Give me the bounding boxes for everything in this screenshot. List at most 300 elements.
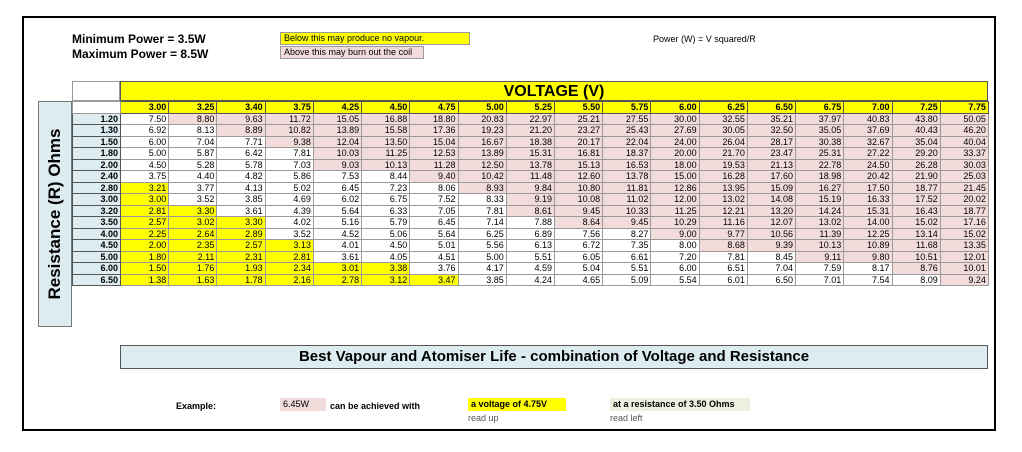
power-cell: 21.45 bbox=[940, 182, 988, 194]
power-cell: 6.45 bbox=[313, 182, 361, 194]
table-row bbox=[73, 171, 989, 183]
power-cell: 2.25 bbox=[121, 228, 169, 240]
power-cell: 9.24 bbox=[940, 274, 988, 286]
power-cell: 32.67 bbox=[844, 136, 892, 148]
voltage-header-cell: 5.00 bbox=[458, 102, 506, 114]
power-cell: 9.63 bbox=[217, 113, 265, 125]
power-cell: 16.43 bbox=[892, 205, 940, 217]
power-cell: 3.61 bbox=[217, 205, 265, 217]
power-cell: 19.23 bbox=[458, 125, 506, 137]
voltage-header-cell: 4.50 bbox=[362, 102, 410, 114]
power-cell: 4.69 bbox=[265, 194, 313, 206]
table-row bbox=[73, 274, 989, 286]
power-cell: 2.57 bbox=[217, 240, 265, 252]
max-power-label: Maximum Power = 8.5W bbox=[72, 47, 209, 61]
power-cell: 10.82 bbox=[265, 125, 313, 137]
power-cell: 15.31 bbox=[844, 205, 892, 217]
power-cell: 7.71 bbox=[217, 136, 265, 148]
power-cell: 3.30 bbox=[217, 217, 265, 229]
power-cell: 8.27 bbox=[603, 228, 651, 240]
power-cell: 27.69 bbox=[651, 125, 699, 137]
power-cell: 7.59 bbox=[796, 263, 844, 275]
power-cell: 8.61 bbox=[506, 205, 554, 217]
power-cell: 17.52 bbox=[892, 194, 940, 206]
power-cell: 10.51 bbox=[892, 251, 940, 263]
power-cell: 11.25 bbox=[651, 205, 699, 217]
resistance-title-box bbox=[38, 101, 72, 327]
power-cell: 1.50 bbox=[121, 263, 169, 275]
power-cell: 12.53 bbox=[410, 148, 458, 160]
power-cell: 6.75 bbox=[362, 194, 410, 206]
voltage-header-cell: 5.75 bbox=[603, 102, 651, 114]
power-cell: 46.20 bbox=[940, 125, 988, 137]
power-cell: 15.00 bbox=[651, 171, 699, 183]
power-cell: 9.40 bbox=[410, 171, 458, 183]
power-cell: 1.38 bbox=[121, 274, 169, 286]
power-cell: 35.04 bbox=[892, 136, 940, 148]
power-cell: 8.00 bbox=[651, 240, 699, 252]
power-cell: 7.81 bbox=[265, 148, 313, 160]
power-cell: 16.67 bbox=[458, 136, 506, 148]
power-cell: 7.14 bbox=[458, 217, 506, 229]
power-cell: 5.04 bbox=[554, 263, 602, 275]
power-cell: 27.55 bbox=[603, 113, 651, 125]
power-cell: 11.25 bbox=[362, 148, 410, 160]
power-cell: 14.00 bbox=[844, 217, 892, 229]
power-cell: 5.54 bbox=[651, 274, 699, 286]
table-row bbox=[73, 113, 989, 125]
power-cell: 5.06 bbox=[362, 228, 410, 240]
power-cell: 8.89 bbox=[217, 125, 265, 137]
power-cell: 3.01 bbox=[313, 263, 361, 275]
resistance-header-cell: 2.00 bbox=[73, 159, 121, 171]
power-cell: 50.05 bbox=[940, 113, 988, 125]
power-cell: 3.77 bbox=[169, 182, 217, 194]
power-cell: 15.19 bbox=[796, 194, 844, 206]
power-cell: 13.20 bbox=[747, 205, 795, 217]
voltage-header-cell: 5.50 bbox=[554, 102, 602, 114]
power-cell: 15.05 bbox=[313, 113, 361, 125]
power-cell: 1.80 bbox=[121, 251, 169, 263]
power-cell: 9.84 bbox=[506, 182, 554, 194]
power-cell: 11.81 bbox=[603, 182, 651, 194]
power-cell: 2.64 bbox=[169, 228, 217, 240]
power-cell: 3.47 bbox=[410, 274, 458, 286]
power-cell: 3.52 bbox=[169, 194, 217, 206]
power-cell: 7.04 bbox=[747, 263, 795, 275]
power-cell: 9.19 bbox=[506, 194, 554, 206]
power-cell: 19.53 bbox=[699, 159, 747, 171]
power-cell: 10.13 bbox=[796, 240, 844, 252]
power-cell: 6.25 bbox=[458, 228, 506, 240]
resistance-title: Resistance (R) Ohms bbox=[45, 128, 64, 300]
power-cell: 27.22 bbox=[844, 148, 892, 160]
power-cell: 25.43 bbox=[603, 125, 651, 137]
power-cell: 28.17 bbox=[747, 136, 795, 148]
power-cell: 18.80 bbox=[410, 113, 458, 125]
power-cell: 10.03 bbox=[313, 148, 361, 160]
power-cell: 32.50 bbox=[747, 125, 795, 137]
power-cell: 5.56 bbox=[458, 240, 506, 252]
power-cell: 6.33 bbox=[362, 205, 410, 217]
spreadsheet-frame bbox=[22, 16, 996, 431]
power-cell: 9.11 bbox=[796, 251, 844, 263]
power-cell: 2.89 bbox=[217, 228, 265, 240]
power-cell: 20.00 bbox=[651, 148, 699, 160]
power-cell: 6.92 bbox=[121, 125, 169, 137]
min-power-label: Minimum Power = 3.5W bbox=[72, 32, 206, 46]
legend-above-max: Above this may burn out the coil bbox=[280, 46, 424, 59]
power-cell: 18.98 bbox=[796, 171, 844, 183]
example-voltage: a voltage of 4.75V bbox=[468, 398, 566, 411]
power-cell: 6.61 bbox=[603, 251, 651, 263]
resistance-header-cell: 3.20 bbox=[73, 205, 121, 217]
power-cell: 4.17 bbox=[458, 263, 506, 275]
power-cell: 20.02 bbox=[940, 194, 988, 206]
power-cell: 9.80 bbox=[844, 251, 892, 263]
voltage-header-cell: 3.25 bbox=[169, 102, 217, 114]
power-cell: 1.93 bbox=[217, 263, 265, 275]
power-cell: 4.05 bbox=[362, 251, 410, 263]
voltage-header-cell: 3.40 bbox=[217, 102, 265, 114]
power-cell: 10.80 bbox=[554, 182, 602, 194]
power-cell: 5.00 bbox=[121, 148, 169, 160]
power-cell: 4.24 bbox=[506, 274, 554, 286]
resistance-header-cell: 1.50 bbox=[73, 136, 121, 148]
power-cell: 18.77 bbox=[940, 205, 988, 217]
power-cell: 20.17 bbox=[554, 136, 602, 148]
power-cell: 26.04 bbox=[699, 136, 747, 148]
power-cell: 7.52 bbox=[410, 194, 458, 206]
power-cell: 8.06 bbox=[410, 182, 458, 194]
power-cell: 7.56 bbox=[554, 228, 602, 240]
power-cell: 5.51 bbox=[603, 263, 651, 275]
power-cell: 18.77 bbox=[892, 182, 940, 194]
power-cell: 37.97 bbox=[796, 113, 844, 125]
power-cell: 12.86 bbox=[651, 182, 699, 194]
power-cell: 8.68 bbox=[699, 240, 747, 252]
power-cell: 5.28 bbox=[169, 159, 217, 171]
power-cell: 8.80 bbox=[169, 113, 217, 125]
power-cell: 4.02 bbox=[265, 217, 313, 229]
power-cell: 3.30 bbox=[169, 205, 217, 217]
power-cell: 14.08 bbox=[747, 194, 795, 206]
power-cell: 23.27 bbox=[554, 125, 602, 137]
power-cell: 12.21 bbox=[699, 205, 747, 217]
power-cell: 4.52 bbox=[313, 228, 361, 240]
voltage-title: VOLTAGE (V) bbox=[120, 81, 988, 101]
power-cell: 16.81 bbox=[554, 148, 602, 160]
resistance-header-cell: 2.40 bbox=[73, 171, 121, 183]
table-corner bbox=[72, 81, 120, 101]
power-cell: 2.81 bbox=[121, 205, 169, 217]
example-achieved-text: can be achieved with bbox=[330, 401, 421, 411]
power-cell: 30.00 bbox=[651, 113, 699, 125]
power-cell: 4.01 bbox=[313, 240, 361, 252]
power-cell: 5.64 bbox=[313, 205, 361, 217]
table-row bbox=[73, 205, 989, 217]
power-cell: 13.02 bbox=[796, 217, 844, 229]
power-cell: 3.52 bbox=[265, 228, 313, 240]
power-cell: 10.42 bbox=[458, 171, 506, 183]
voltage-header-row bbox=[73, 102, 989, 114]
power-cell: 4.65 bbox=[554, 274, 602, 286]
power-cell: 10.56 bbox=[747, 228, 795, 240]
table-row bbox=[73, 148, 989, 160]
resistance-header-cell: 1.30 bbox=[73, 125, 121, 137]
power-cell: 12.50 bbox=[458, 159, 506, 171]
power-cell: 2.78 bbox=[313, 274, 361, 286]
resistance-header-cell: 1.80 bbox=[73, 148, 121, 160]
power-cell: 6.00 bbox=[651, 263, 699, 275]
power-cell: 18.37 bbox=[603, 148, 651, 160]
power-cell: 10.33 bbox=[603, 205, 651, 217]
power-cell: 13.50 bbox=[362, 136, 410, 148]
power-cell: 7.20 bbox=[651, 251, 699, 263]
voltage-header-cell: 3.00 bbox=[121, 102, 169, 114]
voltage-header-cell: 6.75 bbox=[796, 102, 844, 114]
power-cell: 15.09 bbox=[747, 182, 795, 194]
power-cell: 9.00 bbox=[651, 228, 699, 240]
power-cell: 8.64 bbox=[554, 217, 602, 229]
power-cell: 4.50 bbox=[362, 240, 410, 252]
power-cell: 9.45 bbox=[603, 217, 651, 229]
table-row bbox=[73, 125, 989, 137]
power-cell: 8.09 bbox=[892, 274, 940, 286]
power-cell: 11.48 bbox=[506, 171, 554, 183]
power-cell: 22.04 bbox=[603, 136, 651, 148]
voltage-header-cell: 4.75 bbox=[410, 102, 458, 114]
power-cell: 4.51 bbox=[410, 251, 458, 263]
power-cell: 18.00 bbox=[651, 159, 699, 171]
resistance-header-cell: 6.00 bbox=[73, 263, 121, 275]
power-cell: 37.69 bbox=[844, 125, 892, 137]
power-cell: 3.02 bbox=[169, 217, 217, 229]
power-cell: 7.01 bbox=[796, 274, 844, 286]
power-cell: 12.00 bbox=[651, 194, 699, 206]
power-cell: 2.35 bbox=[169, 240, 217, 252]
power-cell: 21.90 bbox=[892, 171, 940, 183]
power-cell: 11.28 bbox=[410, 159, 458, 171]
power-cell: 6.45 bbox=[410, 217, 458, 229]
power-cell: 7.81 bbox=[699, 251, 747, 263]
example-read-left: read left bbox=[610, 413, 643, 423]
power-cell: 12.04 bbox=[313, 136, 361, 148]
power-cell: 13.02 bbox=[699, 194, 747, 206]
power-cell: 17.16 bbox=[940, 217, 988, 229]
power-cell: 12.25 bbox=[844, 228, 892, 240]
power-cell: 22.78 bbox=[796, 159, 844, 171]
resistance-header-cell: 2.80 bbox=[73, 182, 121, 194]
power-cell: 2.11 bbox=[169, 251, 217, 263]
resistance-header-cell: 5.00 bbox=[73, 251, 121, 263]
power-cell: 15.02 bbox=[940, 228, 988, 240]
power-cell: 3.21 bbox=[121, 182, 169, 194]
power-cell: 13.78 bbox=[506, 159, 554, 171]
power-cell: 2.31 bbox=[217, 251, 265, 263]
power-cell: 35.21 bbox=[747, 113, 795, 125]
table-row bbox=[73, 251, 989, 263]
power-cell: 6.01 bbox=[699, 274, 747, 286]
table-row bbox=[73, 217, 989, 229]
power-cell: 5.01 bbox=[410, 240, 458, 252]
power-cell: 7.53 bbox=[313, 171, 361, 183]
power-cell: 12.07 bbox=[747, 217, 795, 229]
table-row bbox=[73, 136, 989, 148]
power-cell: 5.02 bbox=[265, 182, 313, 194]
example-power: 6.45W bbox=[280, 398, 326, 411]
power-cell: 2.81 bbox=[265, 251, 313, 263]
power-cell: 2.16 bbox=[265, 274, 313, 286]
power-cell: 12.60 bbox=[554, 171, 602, 183]
power-cell: 3.75 bbox=[121, 171, 169, 183]
power-cell: 1.63 bbox=[169, 274, 217, 286]
voltage-header-cell: 7.25 bbox=[892, 102, 940, 114]
power-cell: 13.89 bbox=[313, 125, 361, 137]
power-cell: 17.36 bbox=[410, 125, 458, 137]
power-cell: 16.53 bbox=[603, 159, 651, 171]
power-cell: 7.23 bbox=[362, 182, 410, 194]
power-cell: 6.02 bbox=[313, 194, 361, 206]
power-cell: 10.08 bbox=[554, 194, 602, 206]
power-cell: 3.61 bbox=[313, 251, 361, 263]
power-cell: 15.04 bbox=[410, 136, 458, 148]
power-cell: 23.47 bbox=[747, 148, 795, 160]
example-resistance: at a resistance of 3.50 Ohms bbox=[610, 398, 750, 411]
power-cell: 5.78 bbox=[217, 159, 265, 171]
power-cell: 8.17 bbox=[844, 263, 892, 275]
power-cell: 6.42 bbox=[217, 148, 265, 160]
power-cell: 16.33 bbox=[844, 194, 892, 206]
power-cell: 3.12 bbox=[362, 274, 410, 286]
power-cell: 17.60 bbox=[747, 171, 795, 183]
power-cell: 13.89 bbox=[458, 148, 506, 160]
power-cell: 8.93 bbox=[458, 182, 506, 194]
power-cell: 18.38 bbox=[506, 136, 554, 148]
resistance-header-cell: 3.00 bbox=[73, 194, 121, 206]
power-cell: 26.28 bbox=[892, 159, 940, 171]
resistance-header-cell: 4.50 bbox=[73, 240, 121, 252]
legend-below-min: Below this may produce no vapour. bbox=[280, 32, 470, 45]
power-cell: 40.43 bbox=[892, 125, 940, 137]
example-read-up: read up bbox=[468, 413, 499, 423]
power-cell: 25.31 bbox=[796, 148, 844, 160]
power-cell: 3.00 bbox=[121, 194, 169, 206]
voltage-header-cell: 7.75 bbox=[940, 102, 988, 114]
power-cell: 3.85 bbox=[217, 194, 265, 206]
power-cell: 30.03 bbox=[940, 159, 988, 171]
power-cell: 12.01 bbox=[940, 251, 988, 263]
power-cell: 33.37 bbox=[940, 148, 988, 160]
power-cell: 7.35 bbox=[603, 240, 651, 252]
power-cell: 24.00 bbox=[651, 136, 699, 148]
power-cell: 40.83 bbox=[844, 113, 892, 125]
power-cell: 6.72 bbox=[554, 240, 602, 252]
power-cell: 9.39 bbox=[747, 240, 795, 252]
power-cell: 40.04 bbox=[940, 136, 988, 148]
power-cell: 29.20 bbox=[892, 148, 940, 160]
power-cell: 25.03 bbox=[940, 171, 988, 183]
power-cell: 21.20 bbox=[506, 125, 554, 137]
power-cell: 3.76 bbox=[410, 263, 458, 275]
power-cell: 21.70 bbox=[699, 148, 747, 160]
power-cell: 13.35 bbox=[940, 240, 988, 252]
voltage-header-cell: 5.25 bbox=[506, 102, 554, 114]
resistance-header-cell: 3.50 bbox=[73, 217, 121, 229]
power-cell: 20.42 bbox=[844, 171, 892, 183]
power-cell: 4.40 bbox=[169, 171, 217, 183]
power-cell: 15.02 bbox=[892, 217, 940, 229]
power-cell: 5.86 bbox=[265, 171, 313, 183]
power-cell: 13.14 bbox=[892, 228, 940, 240]
power-cell: 15.31 bbox=[506, 148, 554, 160]
power-cell: 6.00 bbox=[121, 136, 169, 148]
table-row bbox=[73, 182, 989, 194]
power-cell: 10.89 bbox=[844, 240, 892, 252]
power-cell: 21.13 bbox=[747, 159, 795, 171]
power-cell: 4.50 bbox=[121, 159, 169, 171]
power-cell: 8.45 bbox=[747, 251, 795, 263]
table-row bbox=[73, 240, 989, 252]
resistance-header-cell: 6.50 bbox=[73, 274, 121, 286]
power-cell: 11.39 bbox=[796, 228, 844, 240]
power-cell: 11.72 bbox=[265, 113, 313, 125]
table-row bbox=[73, 228, 989, 240]
power-cell: 6.50 bbox=[747, 274, 795, 286]
power-cell: 32.55 bbox=[699, 113, 747, 125]
power-cell: 15.13 bbox=[554, 159, 602, 171]
power-cell: 17.50 bbox=[844, 182, 892, 194]
power-cell: 11.68 bbox=[892, 240, 940, 252]
power-cell: 13.78 bbox=[603, 171, 651, 183]
power-cell: 10.13 bbox=[362, 159, 410, 171]
power-cell: 22.97 bbox=[506, 113, 554, 125]
power-cell: 16.27 bbox=[796, 182, 844, 194]
voltage-header-cell: 6.25 bbox=[699, 102, 747, 114]
power-cell: 4.59 bbox=[506, 263, 554, 275]
resistance-header-cell: 4.00 bbox=[73, 228, 121, 240]
table-row bbox=[73, 194, 989, 206]
power-cell: 7.50 bbox=[121, 113, 169, 125]
power-cell: 11.02 bbox=[603, 194, 651, 206]
power-cell: 3.13 bbox=[265, 240, 313, 252]
power-cell: 5.87 bbox=[169, 148, 217, 160]
power-cell: 16.88 bbox=[362, 113, 410, 125]
voltage-header-cell: 6.50 bbox=[747, 102, 795, 114]
power-cell: 10.01 bbox=[940, 263, 988, 275]
best-life-banner: Best Vapour and Atomiser Life - combination of Voltage and Resistance bbox=[120, 345, 988, 369]
power-cell: 7.03 bbox=[265, 159, 313, 171]
power-cell: 5.16 bbox=[313, 217, 361, 229]
power-cell: 30.05 bbox=[699, 125, 747, 137]
power-cell: 9.45 bbox=[554, 205, 602, 217]
power-cell: 25.21 bbox=[554, 113, 602, 125]
power-cell: 8.13 bbox=[169, 125, 217, 137]
power-cell: 4.82 bbox=[217, 171, 265, 183]
power-cell: 6.13 bbox=[506, 240, 554, 252]
power-cell: 1.76 bbox=[169, 263, 217, 275]
power-cell: 14.24 bbox=[796, 205, 844, 217]
power-cell: 9.03 bbox=[313, 159, 361, 171]
example-label: Example: bbox=[176, 401, 217, 411]
power-cell: 4.39 bbox=[265, 205, 313, 217]
power-cell: 35.05 bbox=[796, 125, 844, 137]
power-cell: 2.57 bbox=[121, 217, 169, 229]
power-cell: 6.51 bbox=[699, 263, 747, 275]
power-cell: 20.83 bbox=[458, 113, 506, 125]
power-cell: 9.38 bbox=[265, 136, 313, 148]
power-cell: 24.50 bbox=[844, 159, 892, 171]
